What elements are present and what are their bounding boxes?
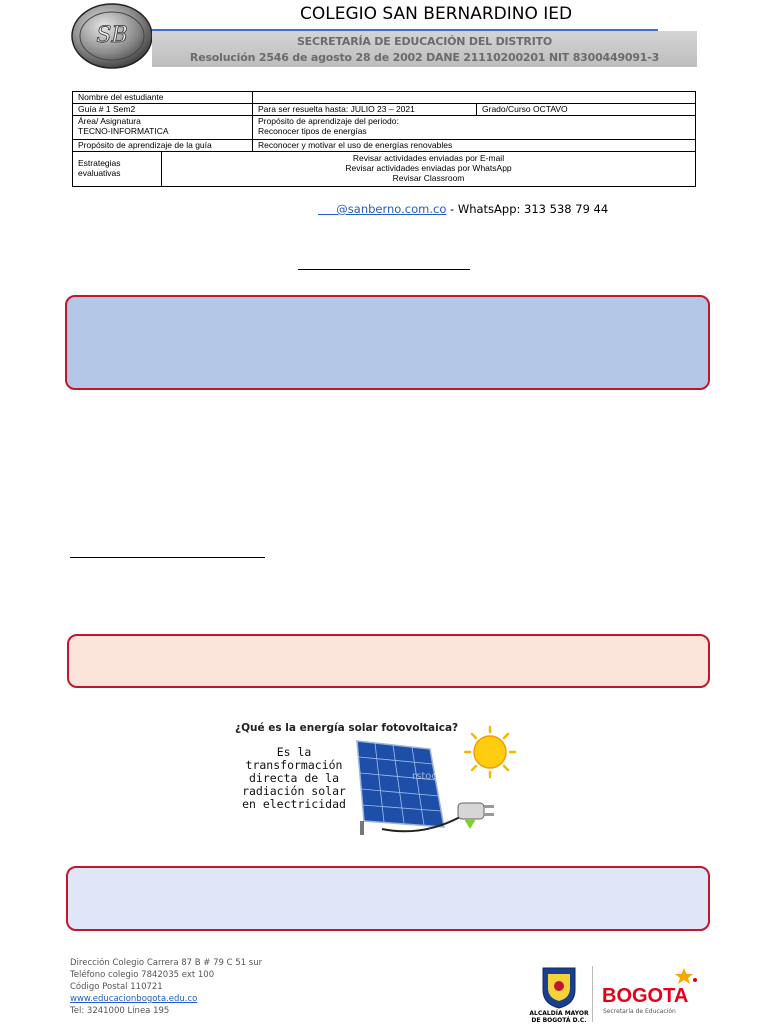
grade-course: Grado/Curso OCTAVO xyxy=(477,104,695,116)
strategies-label-line-1: Estrategias xyxy=(78,158,121,168)
svg-text:SB: SB xyxy=(96,23,128,48)
email-link[interactable]: @sanberno.com.co xyxy=(336,202,447,216)
strategies-label-line-2: evaluativas xyxy=(78,168,121,178)
footer-tel: Tel: 3241000 Línea 195 xyxy=(70,1006,170,1016)
student-name-field[interactable] xyxy=(253,92,695,104)
contact-line xyxy=(318,202,608,216)
student-name-label: Nombre del estudiante xyxy=(73,92,253,104)
footer-phone: Teléfono colegio 7842035 ext 100 xyxy=(70,970,215,980)
school-title: COLEGIO SAN BERNARDINO IED xyxy=(300,4,573,24)
strategies-list xyxy=(162,152,695,186)
area-label: Área/ Asignatura xyxy=(78,116,141,126)
contact-separator: - xyxy=(446,202,458,216)
period-purpose-cell xyxy=(253,116,695,140)
answer-line: Es la xyxy=(276,745,312,759)
footer-contact xyxy=(70,957,262,1017)
logo-separator xyxy=(592,966,593,1022)
instruction-box xyxy=(65,295,710,390)
alcaldia-text-2: DE BOGOTÁ D.C. xyxy=(531,1017,587,1024)
solar-energy-illustration xyxy=(232,719,532,839)
bogota-logo xyxy=(602,966,702,1022)
footer-address: Dirección Colegio Carrera 87 B # 79 C 51 sur xyxy=(70,958,263,968)
watermark: rstock xyxy=(412,771,443,782)
bogota-wordmark: BOGOTA xyxy=(602,985,689,1007)
whatsapp-number: WhatsApp: 313 538 79 44 xyxy=(457,202,609,216)
footer-postal: Código Postal 110721 xyxy=(70,982,163,992)
area-cell xyxy=(73,116,253,140)
solar-panel-icon xyxy=(357,741,444,835)
answer-line: en electricidad xyxy=(242,797,346,811)
period-purpose-label: Propósito de aprendizaje del periodo: xyxy=(258,116,399,126)
coat-of-arms-icon xyxy=(543,968,575,1008)
area-value: TECNO-INFORMATICA xyxy=(78,126,169,136)
student-info-table xyxy=(72,91,696,187)
strategies-label xyxy=(73,152,162,186)
guide-number: Guía # 1 Sem2 xyxy=(73,104,253,116)
header-band xyxy=(152,31,697,67)
alcaldia-text-1: ALCALDÍA MAYOR xyxy=(529,1010,589,1017)
footer-website-link[interactable]: www.educacionbogota.edu.co xyxy=(70,994,198,1004)
illustration-question: ¿Qué es la energía solar fotovoltaica? xyxy=(235,722,459,734)
guide-purpose-value: Reconocer y motivar el uso de energías renovables xyxy=(253,140,695,152)
answer-line: transformación xyxy=(245,758,343,772)
strategy-item: Revisar actividades enviadas por E-mail xyxy=(352,153,505,163)
closing-box xyxy=(66,866,710,931)
answer-line: radiación solar xyxy=(242,784,346,798)
title-underline xyxy=(298,269,470,270)
answer-line: directa de la xyxy=(248,771,340,785)
due-date: Para ser resuelta hasta: JULIO 23 – 2021 xyxy=(253,104,477,116)
strategy-item: Revisar actividades enviadas por WhatsApp xyxy=(345,163,512,173)
school-logo xyxy=(70,2,154,70)
activity-box xyxy=(67,634,710,688)
period-purpose-value: Reconocer tipos de energías xyxy=(258,126,367,136)
alcaldia-logo xyxy=(528,964,590,1024)
guide-purpose-label: Propósito de aprendizaje de la guía xyxy=(73,140,253,152)
secretaria-title: SECRETARÍA DE EDUCACIÓN DEL DISTRITO xyxy=(296,35,553,48)
resolution-text: Resolución 2546 de agosto 28 de 2002 DANE 21110200201 NIT 8300449091-3 xyxy=(189,51,660,64)
bogota-subtitle: Secretaría de Educación xyxy=(603,1008,676,1015)
section-underline xyxy=(70,557,265,558)
star-icon xyxy=(675,968,697,984)
strategy-item: Revisar Classroom xyxy=(392,173,465,183)
